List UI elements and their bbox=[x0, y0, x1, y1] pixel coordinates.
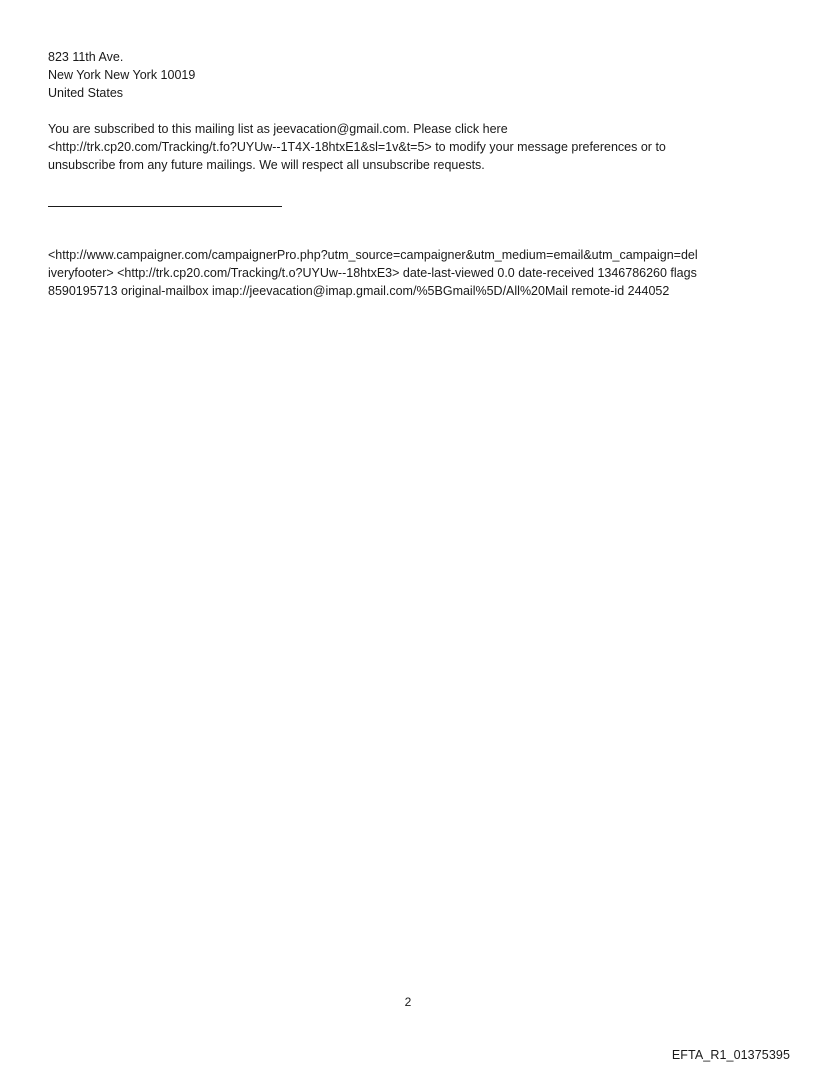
metadata-line: <http://www.campaigner.com/campaignerPro.php?utm_source=campaigner&utm_medium=email&utm_campaign=del bbox=[48, 248, 698, 262]
bates-number: EFTA_R1_01375395 bbox=[671, 1048, 790, 1062]
footer-metadata bbox=[48, 246, 778, 300]
horizontal-rule bbox=[48, 206, 282, 207]
metadata-line: 8590195713 original-mailbox imap://jeevacation@imap.gmail.com/%5BGmail%5D/All%20Mail remote-id 244052 bbox=[48, 284, 670, 298]
mailing-address bbox=[48, 48, 778, 102]
metadata-line: iveryfooter> <http://trk.cp20.com/Tracking/t.o?UYUw--18htxE3> date-last-viewed 0.0 date-received 1346786260 flags bbox=[48, 266, 697, 280]
subscription-notice bbox=[48, 120, 778, 174]
subscription-line: You are subscribed to this mailing list as jeevacation@gmail.com. Please click here bbox=[48, 122, 508, 136]
address-line: 823 11th Ave. bbox=[48, 50, 124, 64]
address-line: New York New York 10019 bbox=[48, 68, 196, 82]
page-number: 2 bbox=[404, 995, 412, 1009]
subscription-line: <http://trk.cp20.com/Tracking/t.fo?UYUw--1T4X-18htxE1&sl=1v&t=5> to modify your message preferences or to bbox=[48, 140, 666, 154]
address-line: United States bbox=[48, 86, 124, 100]
subscription-line: unsubscribe from any future mailings. We will respect all unsubscribe requests. bbox=[48, 158, 485, 172]
